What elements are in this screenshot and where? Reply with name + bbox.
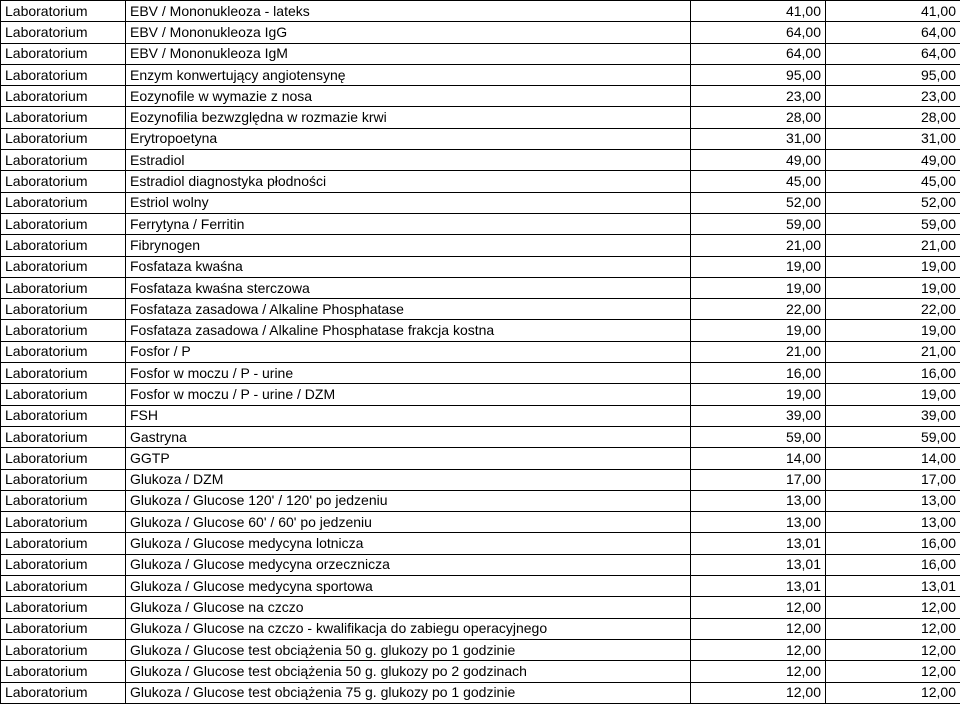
test-name-cell: Glukoza / Glucose 120' / 120' po jedzeniu xyxy=(126,490,691,511)
category-cell: Laboratorium xyxy=(1,469,126,490)
category-cell: Laboratorium xyxy=(1,597,126,618)
test-name-cell: Glukoza / DZM xyxy=(126,469,691,490)
price-max-cell: 64,00 xyxy=(826,22,960,43)
test-name-cell: Fosfor w moczu / P - urine / DZM xyxy=(126,384,691,405)
price-min-cell: 21,00 xyxy=(691,341,826,362)
table-row xyxy=(1,1,960,22)
table-row xyxy=(1,43,960,64)
test-name-cell: Fosfor / P xyxy=(126,341,691,362)
test-name-cell: Eozynofilia bezwzględna w rozmazie krwi xyxy=(126,107,691,128)
price-min-cell: 13,00 xyxy=(691,490,826,511)
price-min-cell: 95,00 xyxy=(691,64,826,85)
price-max-cell: 52,00 xyxy=(826,192,960,213)
test-name-cell: Fibrynogen xyxy=(126,235,691,256)
price-min-cell: 64,00 xyxy=(691,22,826,43)
test-name-cell: Glukoza / Glucose medycyna orzecznicza xyxy=(126,554,691,575)
price-min-cell: 12,00 xyxy=(691,639,826,660)
price-max-cell: 12,00 xyxy=(826,618,960,639)
category-cell: Laboratorium xyxy=(1,384,126,405)
category-cell: Laboratorium xyxy=(1,639,126,660)
price-max-cell: 59,00 xyxy=(826,213,960,234)
category-cell: Laboratorium xyxy=(1,128,126,149)
price-max-cell: 19,00 xyxy=(826,277,960,298)
table-row xyxy=(1,682,960,703)
table-row xyxy=(1,618,960,639)
price-max-cell: 16,00 xyxy=(826,533,960,554)
price-max-cell: 13,00 xyxy=(826,512,960,533)
test-name-cell: Gastryna xyxy=(126,426,691,447)
category-cell: Laboratorium xyxy=(1,192,126,213)
price-min-cell: 21,00 xyxy=(691,235,826,256)
test-name-cell: Glukoza / Glucose na czczo xyxy=(126,597,691,618)
category-cell: Laboratorium xyxy=(1,533,126,554)
category-cell: Laboratorium xyxy=(1,363,126,384)
price-max-cell: 31,00 xyxy=(826,128,960,149)
price-max-cell: 13,01 xyxy=(826,576,960,597)
price-max-cell: 49,00 xyxy=(826,150,960,171)
table-row xyxy=(1,576,960,597)
table-row xyxy=(1,277,960,298)
test-name-cell: GGTP xyxy=(126,448,691,469)
price-min-cell: 23,00 xyxy=(691,86,826,107)
test-name-cell: Fosfor w moczu / P - urine xyxy=(126,363,691,384)
price-min-cell: 49,00 xyxy=(691,150,826,171)
price-max-cell: 19,00 xyxy=(826,384,960,405)
price-max-cell: 16,00 xyxy=(826,554,960,575)
category-cell: Laboratorium xyxy=(1,86,126,107)
table-row xyxy=(1,86,960,107)
price-max-cell: 12,00 xyxy=(826,682,960,703)
price-min-cell: 13,01 xyxy=(691,554,826,575)
category-cell: Laboratorium xyxy=(1,405,126,426)
price-max-cell: 95,00 xyxy=(826,64,960,85)
price-max-cell: 41,00 xyxy=(826,1,960,22)
category-cell: Laboratorium xyxy=(1,661,126,682)
category-cell: Laboratorium xyxy=(1,43,126,64)
price-max-cell: 23,00 xyxy=(826,86,960,107)
price-min-cell: 22,00 xyxy=(691,299,826,320)
price-max-cell: 28,00 xyxy=(826,107,960,128)
test-name-cell: Glukoza / Glucose medycyna sportowa xyxy=(126,576,691,597)
category-cell: Laboratorium xyxy=(1,320,126,341)
table-row xyxy=(1,235,960,256)
category-cell: Laboratorium xyxy=(1,576,126,597)
table-row xyxy=(1,213,960,234)
test-name-cell: Fosfataza zasadowa / Alkaline Phosphatase xyxy=(126,299,691,320)
table-row xyxy=(1,554,960,575)
test-name-cell: EBV / Mononukleoza IgG xyxy=(126,22,691,43)
price-min-cell: 12,00 xyxy=(691,682,826,703)
price-max-cell: 21,00 xyxy=(826,341,960,362)
category-cell: Laboratorium xyxy=(1,512,126,533)
table-row xyxy=(1,341,960,362)
table-row xyxy=(1,533,960,554)
price-min-cell: 19,00 xyxy=(691,320,826,341)
test-name-cell: Estriol wolny xyxy=(126,192,691,213)
test-name-cell: Estradiol diagnostyka płodności xyxy=(126,171,691,192)
price-max-cell: 21,00 xyxy=(826,235,960,256)
table-row xyxy=(1,150,960,171)
category-cell: Laboratorium xyxy=(1,426,126,447)
price-min-cell: 16,00 xyxy=(691,363,826,384)
table-row xyxy=(1,661,960,682)
table-row xyxy=(1,512,960,533)
category-cell: Laboratorium xyxy=(1,1,126,22)
price-min-cell: 14,00 xyxy=(691,448,826,469)
category-cell: Laboratorium xyxy=(1,299,126,320)
test-name-cell: Glukoza / Glucose medycyna lotnicza xyxy=(126,533,691,554)
table-row xyxy=(1,490,960,511)
category-cell: Laboratorium xyxy=(1,448,126,469)
category-cell: Laboratorium xyxy=(1,618,126,639)
table-row xyxy=(1,405,960,426)
price-max-cell: 16,00 xyxy=(826,363,960,384)
price-max-cell: 17,00 xyxy=(826,469,960,490)
price-max-cell: 13,00 xyxy=(826,490,960,511)
category-cell: Laboratorium xyxy=(1,554,126,575)
price-min-cell: 17,00 xyxy=(691,469,826,490)
table-row xyxy=(1,22,960,43)
price-min-cell: 12,00 xyxy=(691,618,826,639)
price-max-cell: 19,00 xyxy=(826,320,960,341)
price-min-cell: 13,01 xyxy=(691,533,826,554)
test-name-cell: Glukoza / Glucose test obciążenia 50 g. glukozy po 1 godzinie xyxy=(126,639,691,660)
table-row xyxy=(1,384,960,405)
price-list-body xyxy=(1,1,960,704)
test-name-cell: Fosfataza kwaśna xyxy=(126,256,691,277)
category-cell: Laboratorium xyxy=(1,22,126,43)
table-row xyxy=(1,320,960,341)
category-cell: Laboratorium xyxy=(1,235,126,256)
price-max-cell: 64,00 xyxy=(826,43,960,64)
price-max-cell: 19,00 xyxy=(826,256,960,277)
price-max-cell: 14,00 xyxy=(826,448,960,469)
price-max-cell: 45,00 xyxy=(826,171,960,192)
price-min-cell: 64,00 xyxy=(691,43,826,64)
price-min-cell: 52,00 xyxy=(691,192,826,213)
table-row xyxy=(1,639,960,660)
price-max-cell: 12,00 xyxy=(826,661,960,682)
category-cell: Laboratorium xyxy=(1,341,126,362)
test-name-cell: Fosfataza kwaśna sterczowa xyxy=(126,277,691,298)
price-min-cell: 13,00 xyxy=(691,512,826,533)
test-name-cell: Enzym konwertujący angiotensynę xyxy=(126,64,691,85)
table-row xyxy=(1,448,960,469)
category-cell: Laboratorium xyxy=(1,256,126,277)
price-min-cell: 12,00 xyxy=(691,597,826,618)
table-row xyxy=(1,426,960,447)
price-min-cell: 59,00 xyxy=(691,213,826,234)
price-min-cell: 31,00 xyxy=(691,128,826,149)
test-name-cell: Glukoza / Glucose test obciążenia 75 g. glukozy po 1 godzinie xyxy=(126,682,691,703)
price-max-cell: 12,00 xyxy=(826,639,960,660)
test-name-cell: Glukoza / Glucose test obciążenia 50 g. glukozy po 2 godzinach xyxy=(126,661,691,682)
test-name-cell: EBV / Mononukleoza - lateks xyxy=(126,1,691,22)
price-min-cell: 59,00 xyxy=(691,426,826,447)
test-name-cell: FSH xyxy=(126,405,691,426)
price-min-cell: 41,00 xyxy=(691,1,826,22)
table-row xyxy=(1,171,960,192)
category-cell: Laboratorium xyxy=(1,490,126,511)
table-row xyxy=(1,256,960,277)
test-name-cell: Estradiol xyxy=(126,150,691,171)
test-name-cell: EBV / Mononukleoza IgM xyxy=(126,43,691,64)
category-cell: Laboratorium xyxy=(1,682,126,703)
price-min-cell: 19,00 xyxy=(691,384,826,405)
table-row xyxy=(1,64,960,85)
category-cell: Laboratorium xyxy=(1,277,126,298)
test-name-cell: Eozynofile w wymazie z nosa xyxy=(126,86,691,107)
price-max-cell: 22,00 xyxy=(826,299,960,320)
price-max-cell: 59,00 xyxy=(826,426,960,447)
price-min-cell: 28,00 xyxy=(691,107,826,128)
category-cell: Laboratorium xyxy=(1,213,126,234)
category-cell: Laboratorium xyxy=(1,107,126,128)
category-cell: Laboratorium xyxy=(1,171,126,192)
table-row xyxy=(1,192,960,213)
category-cell: Laboratorium xyxy=(1,150,126,171)
table-row xyxy=(1,107,960,128)
price-max-cell: 39,00 xyxy=(826,405,960,426)
test-name-cell: Ferrytyna / Ferritin xyxy=(126,213,691,234)
price-min-cell: 39,00 xyxy=(691,405,826,426)
category-cell: Laboratorium xyxy=(1,64,126,85)
test-name-cell: Erytropoetyna xyxy=(126,128,691,149)
price-max-cell: 12,00 xyxy=(826,597,960,618)
test-name-cell: Glukoza / Glucose na czczo - kwalifikacja do zabiegu operacyjnego xyxy=(126,618,691,639)
price-min-cell: 19,00 xyxy=(691,277,826,298)
table-row xyxy=(1,363,960,384)
price-min-cell: 45,00 xyxy=(691,171,826,192)
price-min-cell: 12,00 xyxy=(691,661,826,682)
test-name-cell: Glukoza / Glucose 60' / 60' po jedzeniu xyxy=(126,512,691,533)
table-row xyxy=(1,597,960,618)
price-min-cell: 19,00 xyxy=(691,256,826,277)
table-row xyxy=(1,299,960,320)
table-row xyxy=(1,128,960,149)
table-row xyxy=(1,469,960,490)
price-min-cell: 13,01 xyxy=(691,576,826,597)
test-name-cell: Fosfataza zasadowa / Alkaline Phosphatase frakcja kostna xyxy=(126,320,691,341)
